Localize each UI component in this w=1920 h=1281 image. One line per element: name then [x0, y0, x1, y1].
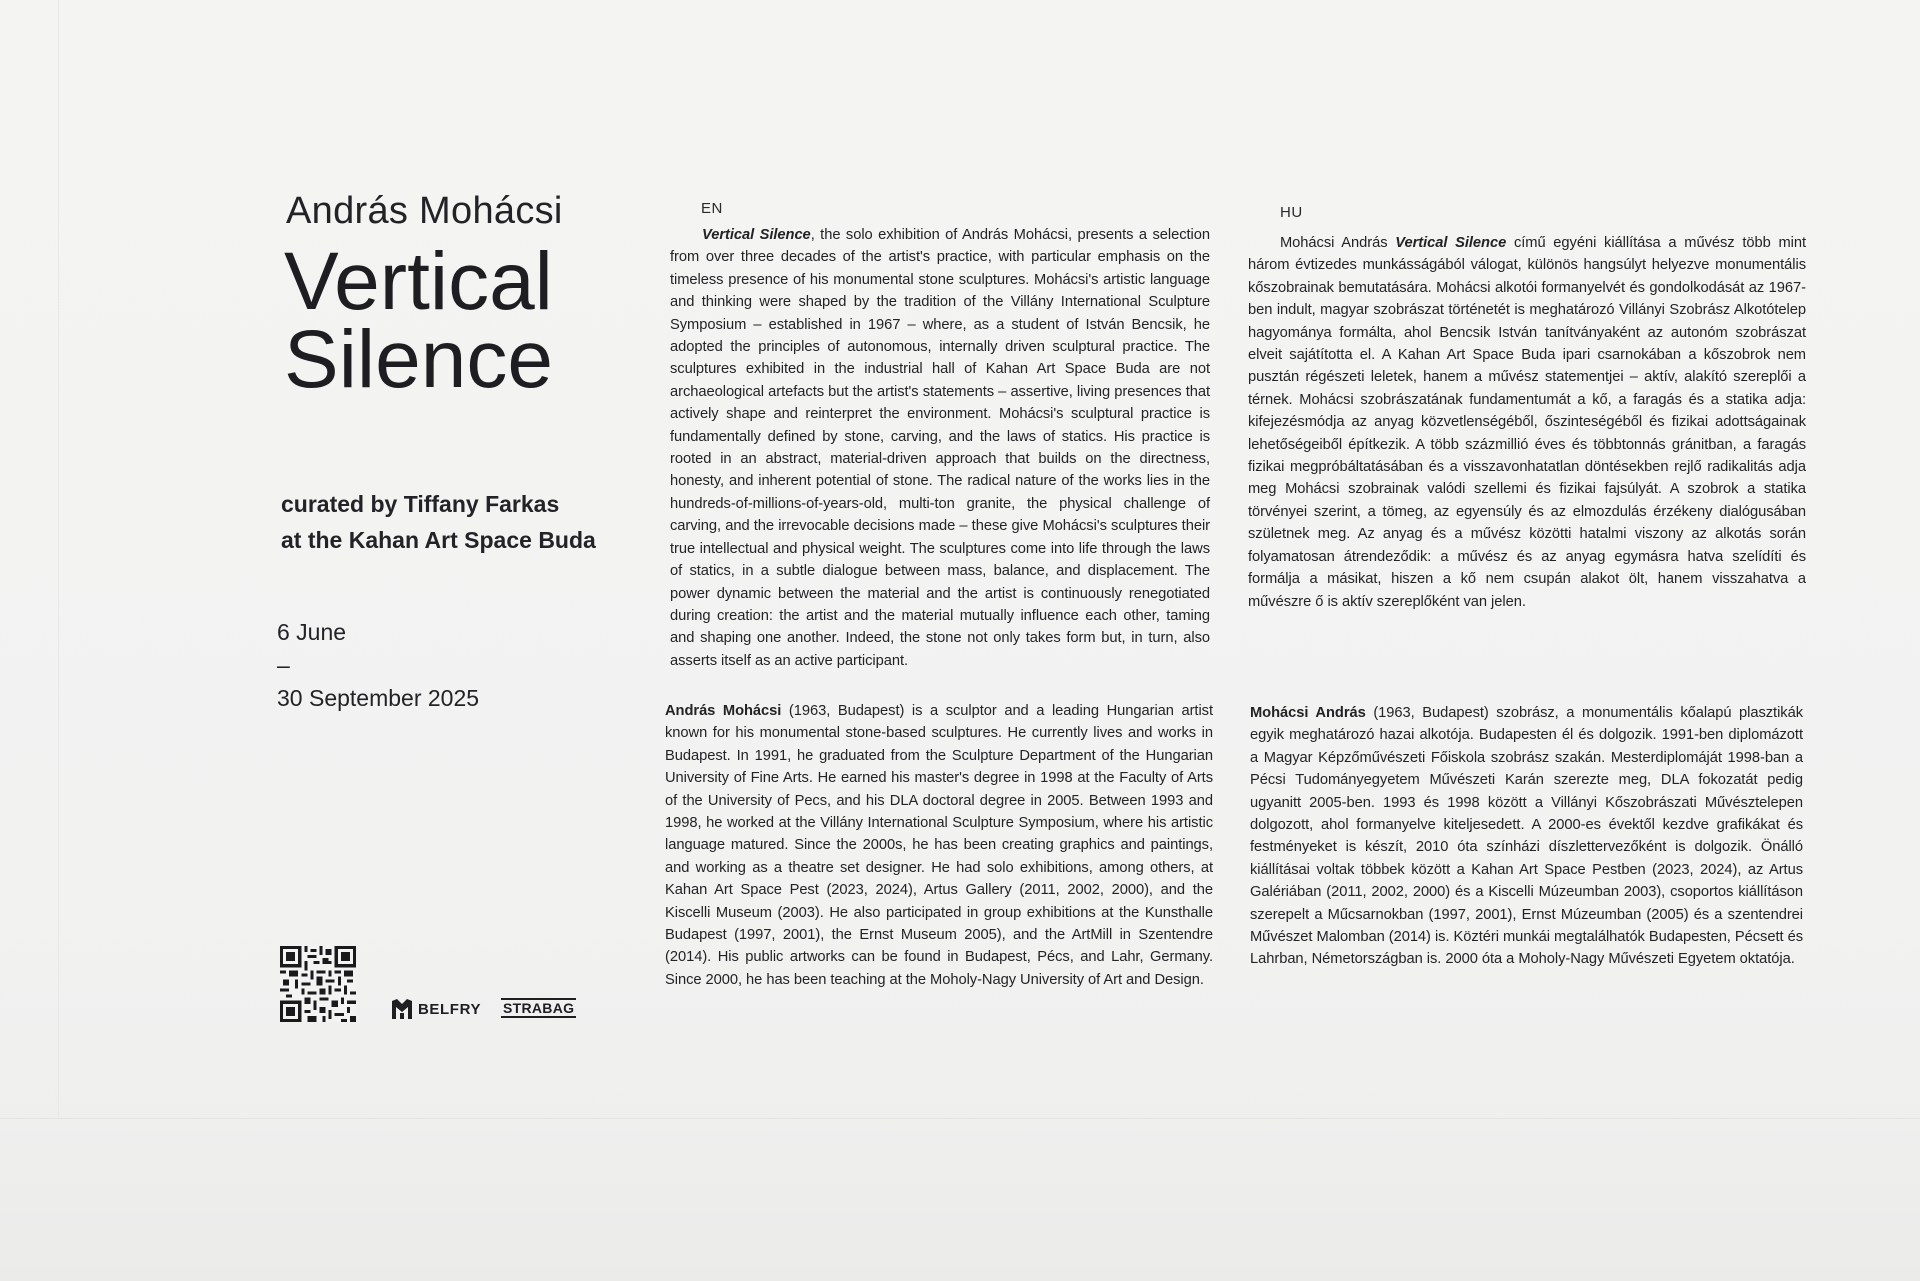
hu-bio-text: (1963, Budapest) szobrász, a monumentális kőalapú plasztikák egyik meghatározó hazai alkotója. Budapesten él és dolgozik. 1991-ben diplomázott a Magyar Képzőművészeti Főiskola szobrász szakán. Mesterdiplomáját 1998-ban a Pécsi Tudományegyetem Művészeti Karán szerezte meg, DLA fokozatát pedig ugyanitt 2005-ben. 1993 és 1998 között a Villányi Kőszobrászati Művésztelepen dolgozott, ahol formanyelve kiteljesedett. A 2000-es évektől kezdve grafikákat és festményeket is készít, 2010 óta színházi díszlettervezőként is dolgozik. Önálló kiállításai voltak többek között a Kahan Art Space Pestben (2023, 2024), az Artus Galériában (2011, 2002, 2000) és a Kiscelli Múzeumban 2003), csoportos kiállításon szerepelt a Műcsarnokban (1997, 2001), Ernst Múzeumban (2005) és a szentendrei Művészet Malomban (2014) is. Köztéri munkái megtalálhatók Budapesten, Pécsett és Lahrban, Németországban is. 2000 óta a Moholy-Nagy Művészeti Egyetem oktatója.: [1250, 705, 1803, 968]
exhibition-title: [284, 236, 553, 405]
belfry-logo: [391, 998, 481, 1020]
lang-label-en: EN: [701, 200, 723, 217]
wall-edge: [58, 0, 59, 1118]
curator-credit: [281, 486, 596, 558]
wall-floor-band: [0, 1118, 1920, 1281]
hu-intro-title: Vertical Silence: [1395, 235, 1507, 251]
date-start: 6 June: [277, 619, 347, 645]
curated-line-2: at the Kahan Art Space Buda: [281, 527, 596, 553]
belfry-wordmark: BELFRY: [418, 1000, 482, 1018]
en-intro-text: , the solo exhibition of András Mohácsi, presents a selection from over three decades of the artist's practice, with particular emphasis on the timeless presence of his monumental stone sculptures. Mohácsi's artistic language and thinking were shaped by the tradition of the Villány International Sculpture Symposium – established in 1967 – where, as a student of István Bencsik, he adopted the principles of autonomous, internally driven sculptural practice. The sculptures exhibited in the industrial hall of Kahan Art Space Buda are not archaeological artefacts but the artist's statements – assertive, living presences that actively shape and reinterpret the environment. Mohácsi's sculptural practice is fundamentally defined by stone, carving, and the laws of statics. His practice is rooted in an abstract, material-driven approach that builds on the directness, honesty, and inherent potential of stone. The radical nature of the works lies in the hundreds-of-millions-of-years-old, multi-ton granite, the physical challenge of carving, and the irrevocable decisions made – these give Mohácsi's sculptures their true intellectual and physical weight. The sculptures come into life through the laws of statics, in a subtle dialogue between mass, balance, and displacement. The power dynamic between the material and the artist is continuously renegotiated during creation: the artist and the material mutually influence each other, taming and shaping one another. Indeed, the stone not only takes form but, in turn, also asserts itself as an active participant.: [670, 227, 1210, 669]
belfry-mark-icon: [391, 998, 413, 1020]
en-bio-name: András Mohácsi: [665, 703, 782, 719]
hu-intro-text: című egyéni kiállítása a művész több mint három évtizedes munkásságából válogat, különös hangsúlyt helyezve monumentális kőszobrainak bemutatására. Mohácsi alkotói formanyelvét és gondolkodását az 1967-ben indult, magyar szobrászat történetét is meghatározó Villányi Szobrász Alkotótelep hagyománya formálta, ahol Bencsik István tanítványaként az autonóm szobrászat elveit sajátította el. A Kahan Art Space Buda ipari csarnokában a kőszobrok nem pusztán régészeti leletek, hanem a művész statementjei – aktív, alakító szereplői a térnek. Mohácsi szobrászatának fundamentumát a kő, a faragás és a statika adja: kifejezésmódja az anyag közvetlenségéből, őszinteségéből és fizikai adottságainak lehetőségeiből építkezik. A több százmillió éves és többtonnás gránitban, a faragás fizikai megpróbáltatásában és a visszavonhatatlan döntésekben rejlő radikalitás adja meg Mohácsi szobrainak valódi szellemi és fizikai fajsúlyát. A szobrok a statika törvényei szerint, a tömeg, az egyensúly és az elmozdulás érzékeny dialógusában születnek meg. Az anyag és a művész közötti hatalmi viszony az alkotás során folyamatosan átrendeződik: a művész és az anyag egymásra hatva szelídíti és formálja a másikat, hiszen a kő nem csupán alakot ölt, hanem visszahatva a művészre ő is aktív szereplőként van jelen.: [1248, 235, 1806, 610]
title-line-2: Silence: [284, 314, 553, 405]
lang-label-hu: HU: [1280, 204, 1303, 221]
strabag-logo: STRABAG: [503, 1000, 575, 1016]
hu-bio-paragraph: [1250, 702, 1803, 971]
en-intro-paragraph: [670, 224, 1210, 672]
title-line-1: Vertical: [284, 236, 553, 327]
en-bio-paragraph: [665, 700, 1213, 991]
hu-intro-pre: Mohácsi András: [1280, 235, 1396, 251]
hu-bio-name: Mohácsi András: [1250, 705, 1366, 721]
exhibition-dates: [277, 616, 479, 715]
curated-line-1: curated by Tiffany Farkas: [281, 491, 560, 517]
date-dash: –: [277, 652, 290, 678]
date-end: 30 September 2025: [277, 685, 480, 711]
qr-code-icon[interactable]: [280, 946, 356, 1022]
artist-name: András Mohácsi: [286, 190, 563, 232]
en-intro-title: Vertical Silence: [702, 227, 811, 243]
hu-intro-paragraph: [1248, 232, 1806, 613]
en-bio-text: (1963, Budapest) is a sculptor and a leading Hungarian artist known for his monumental stone-based sculptures. He currently lives and works in Budapest. In 1991, he graduated from the Sculpture Department of the Hungarian University of Fine Arts. He earned his master's degree in 1998 at the Faculty of Arts of the University of Pecs, and his DLA doctoral degree in 2005. Between 1993 and 1998, he worked at the Villány International Sculpture Symposium, where his artistic language matured. Since the 2000s, he has been creating graphics and paintings, and working as a theatre set designer. He had solo exhibitions, among others, at Kahan Art Space Pest (2023, 2024), Artus Gallery (2011, 2002, 2000), and the Kiscelli Museum (2003). He also participated in group exhibitions at the Kunsthalle Budapest (1997, 2001), the Ernst Museum 2005), and the ArtMill in Szentendre (2014). His public artworks can be found in Budapest, Pécs, and Lahr, Germany. Since 2000, he has been teaching at the Moholy-Nagy University of Art and Design.: [665, 703, 1214, 988]
